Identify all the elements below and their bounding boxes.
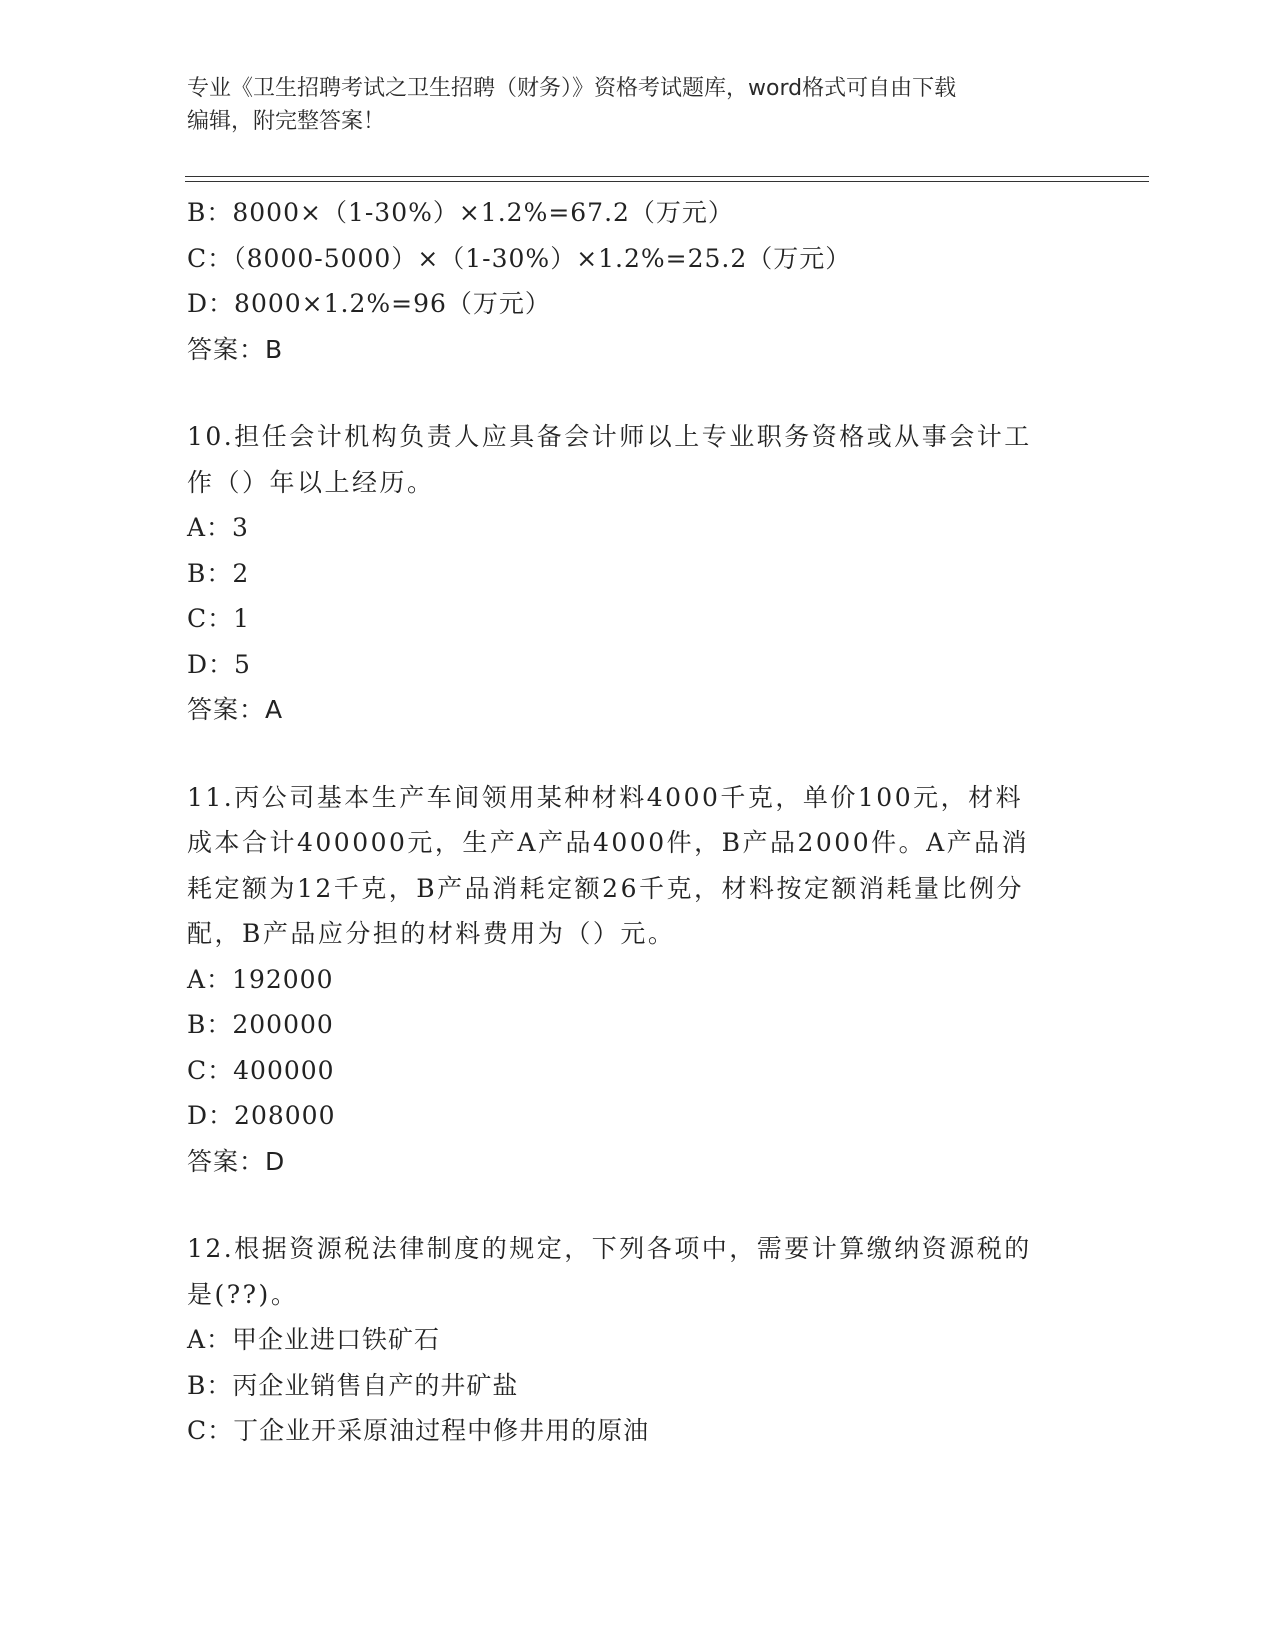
stem-line: 12.根据资源税法律制度的规定，下列各项中，需要计算缴纳资源税的: [187, 1234, 1032, 1263]
option-c: C：（8000-5000）×（1-30%）×1.2%=25.2（万元）: [187, 243, 852, 273]
answer-line: 答案：D: [187, 1146, 286, 1176]
question-12: [187, 1226, 1087, 1454]
stem-line: 是(??)。: [187, 1279, 299, 1309]
stem-line: 耗定额为12千克，B产品消耗定额26千克，材料按定额消耗量比例分: [187, 873, 1024, 903]
option-a: A：192000: [187, 964, 334, 994]
option-c: C：400000: [187, 1055, 335, 1085]
option-b: B：丙企业销售自产的井矿盐: [187, 1370, 519, 1400]
header-line-1: 专业《卫生招聘考试之卫生招聘（财务）》资格考试题库，word格式可自由下载: [187, 76, 957, 101]
answer-line: 答案：A: [187, 695, 284, 724]
document-header: [187, 72, 1087, 138]
question-stem: [187, 775, 1087, 957]
option-a: A：甲企业进口铁矿石: [187, 1325, 441, 1354]
header-line-2: 编辑，附完整答案！: [187, 109, 386, 134]
question-11: [187, 775, 1087, 1185]
question-content: [187, 190, 1087, 1454]
question-stem: [187, 1226, 1087, 1317]
option-a: A：3: [187, 513, 249, 542]
option-b: B：8000×（1-30%）×1.2%=67.2（万元）: [187, 198, 734, 227]
stem-line: 配，B产品应分担的材料费用为（）元。: [187, 919, 676, 948]
stem-line: 作（）年以上经历。: [187, 467, 435, 497]
option-b: B：200000: [187, 1010, 334, 1039]
previous-question-tail: [187, 190, 1087, 372]
option-c: C：1: [187, 604, 251, 633]
stem-line: 11.丙公司基本生产车间领用某种材料4000千克，单价100元，材料: [187, 782, 1024, 812]
header-rule-bottom: [185, 181, 1149, 182]
option-c: C：丁企业开采原油过程中修井用的原油: [187, 1416, 650, 1445]
option-d: D：8000×1.2%=96（万元）: [187, 289, 551, 318]
header-rule-top: [185, 176, 1149, 177]
question-10: [187, 414, 1087, 733]
answer-line: 答案：B: [187, 334, 284, 364]
option-d: D：208000: [187, 1101, 336, 1130]
option-d: D：5: [187, 649, 251, 679]
question-stem: [187, 414, 1087, 505]
stem-line: 成本合计400000元，生产A产品4000件，B产品2000件。A产品消: [187, 828, 1030, 857]
stem-line: 10.担任会计机构负责人应具备会计师以上专业职务资格或从事会计工: [187, 422, 1032, 451]
option-b: B：2: [187, 558, 250, 588]
